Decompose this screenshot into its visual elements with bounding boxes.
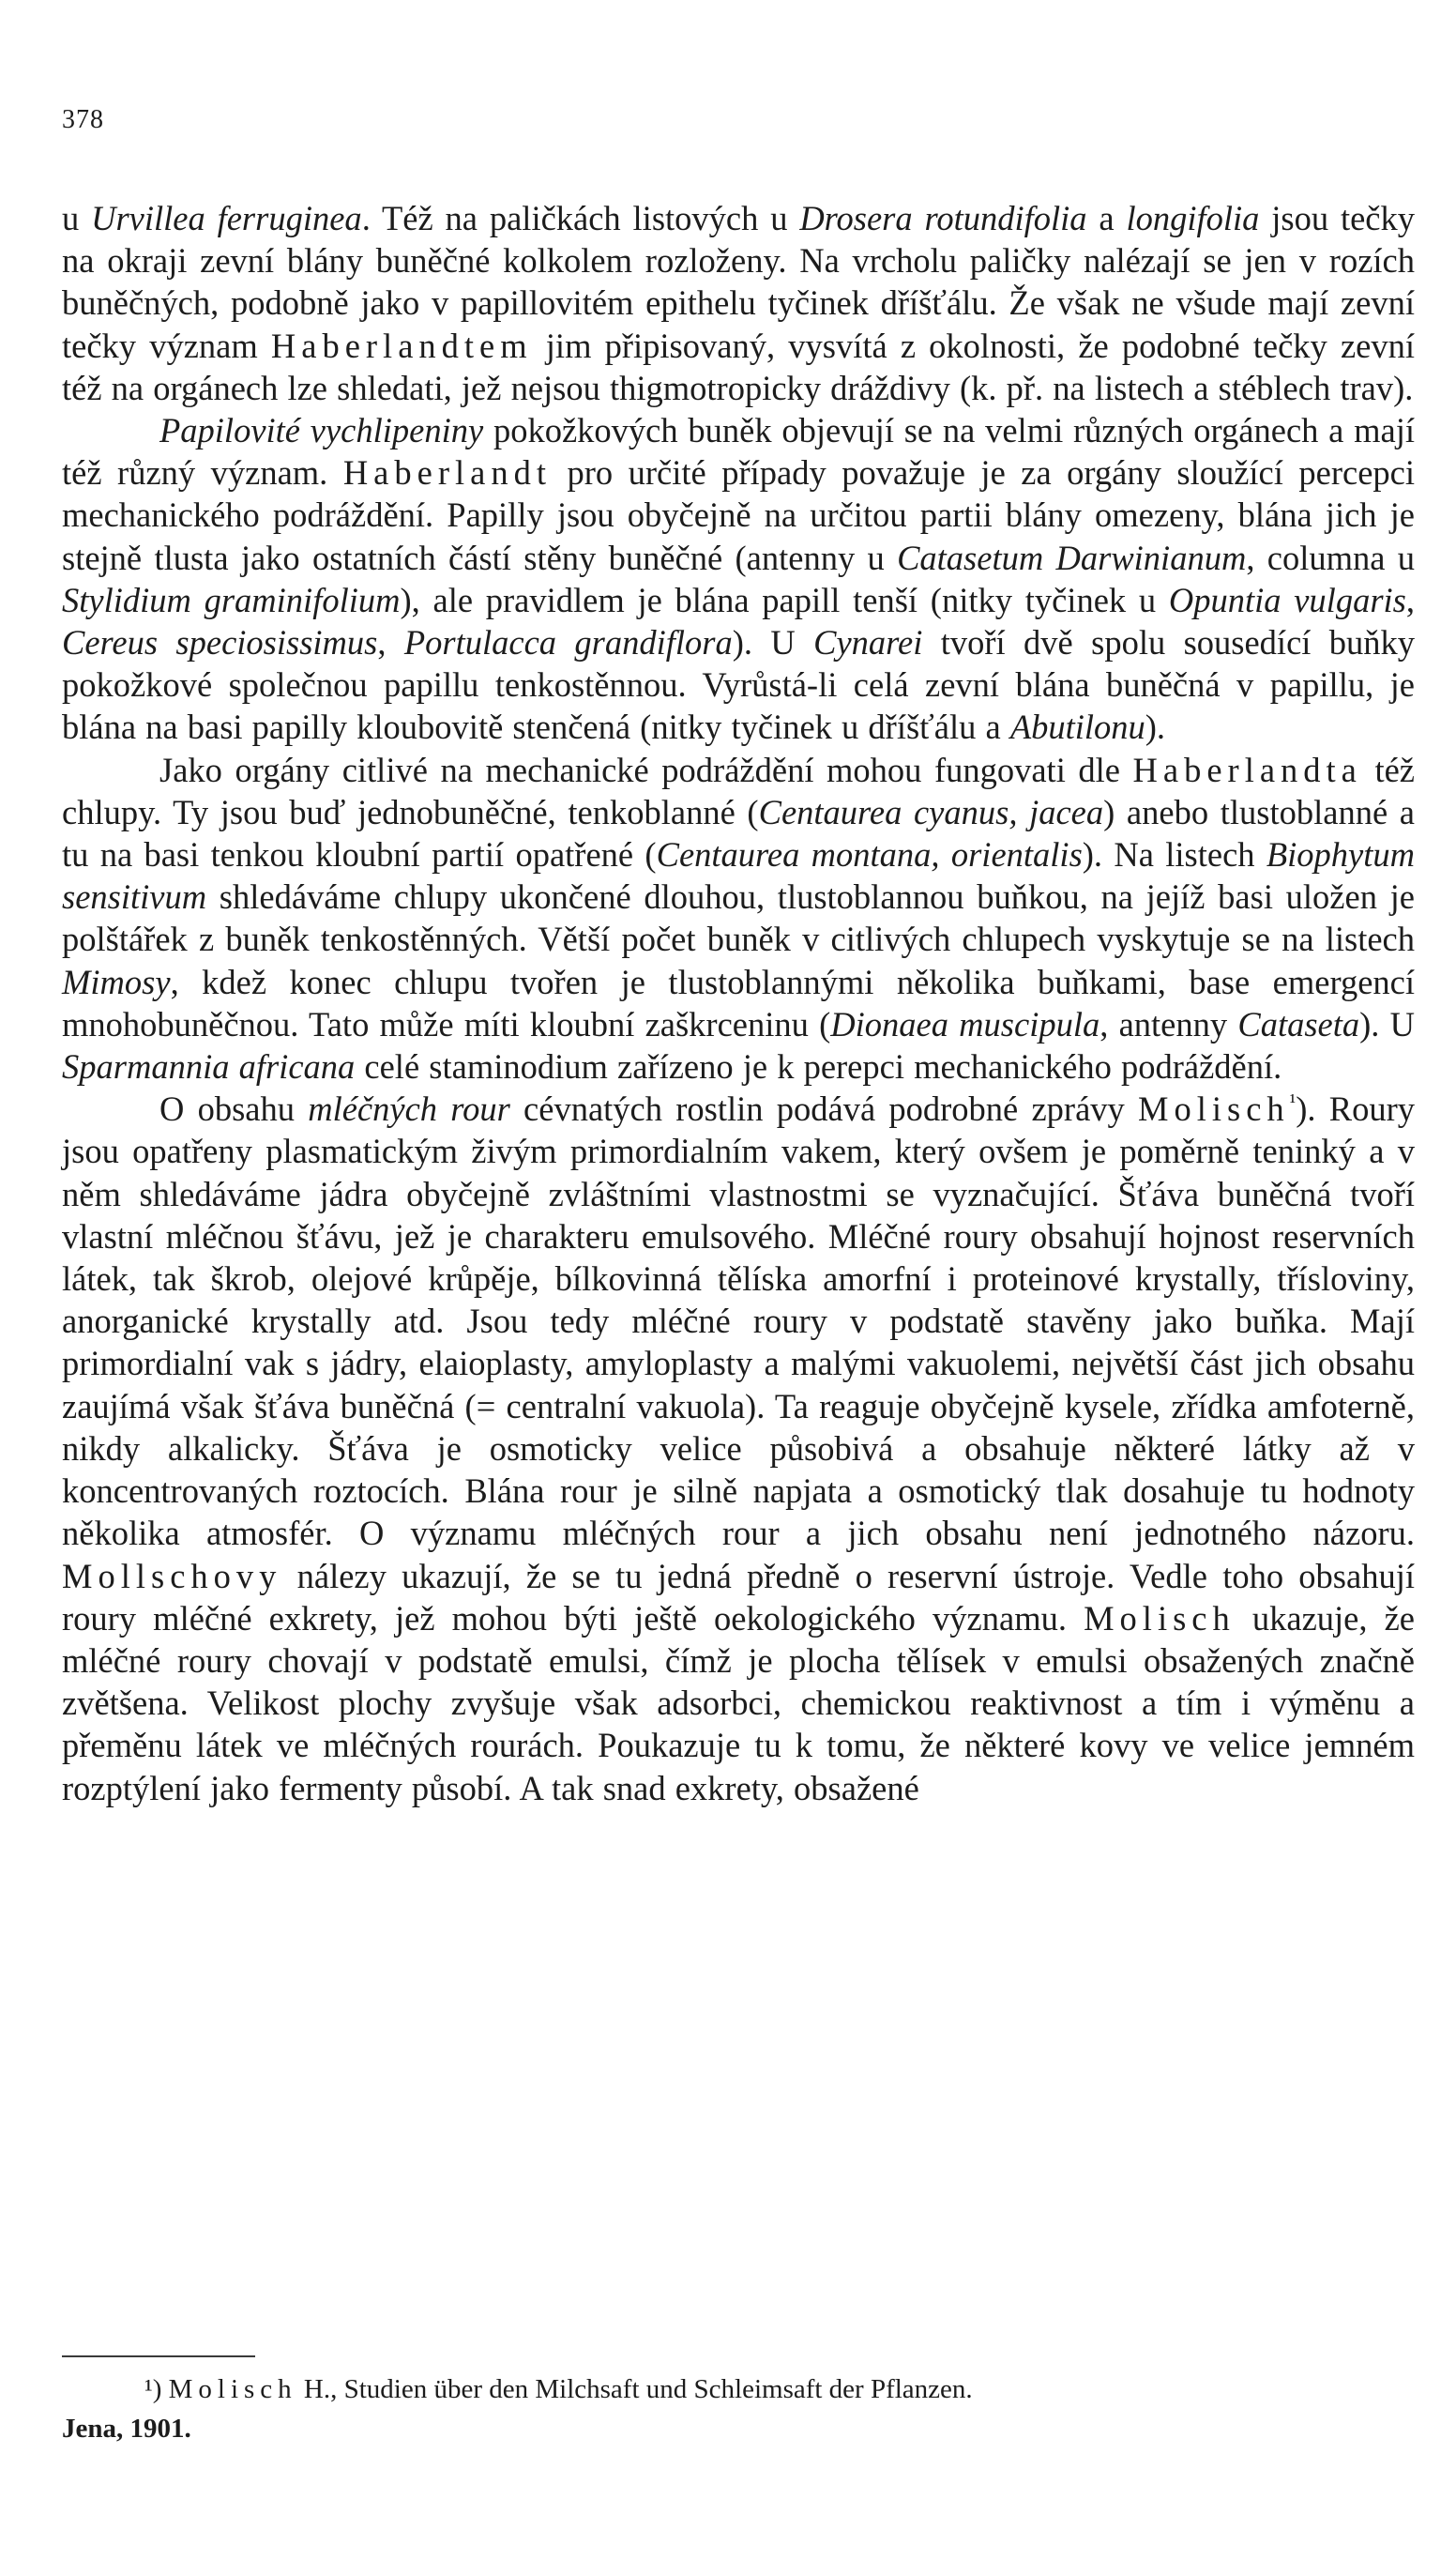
body-text: [62, 197, 1415, 1809]
author-name: Haberlandt: [342, 453, 552, 493]
text-run: , antenny: [1100, 1004, 1238, 1044]
italic-term: Sparmannia africana: [62, 1047, 356, 1087]
text-run: ) anebo tlustoblanné a tu na basi tenkou kloubní partií opatřené (: [62, 792, 1415, 875]
footnote-place-year: Jena, 1901.: [62, 2414, 191, 2444]
italic-term: Drosera rotundifolia: [799, 199, 1087, 237]
text-run: a: [1086, 199, 1127, 237]
footnote-marker: ¹): [144, 2374, 162, 2404]
paragraph: [62, 409, 1415, 749]
author-name: Molisch: [1138, 1090, 1290, 1129]
text-run: ). U: [732, 623, 814, 663]
footnote-ref: ¹: [1289, 1090, 1297, 1114]
text-run: ,: [1405, 580, 1415, 619]
text-run: , columna u: [1246, 538, 1415, 577]
italic-term: Biophytum sensitivum: [62, 835, 1415, 917]
text-run: nálezy ukazují, že se tu jedná předně o reservní ústroje. Vedle toho obsahují roury mléčné exkrety, jež mohou býti ještě oekologického významu.: [62, 1556, 1415, 1638]
text-run: ukazuje, že mléčné roury chovají v podstatě emulsi, čímž je plocha tělísek v emulsi obsažených značně zvětšena. Velikost plochy zvyšuje však adsorbci, chemickou reaktivnost a tím i výměnu a přeměnu látek ve mléčných rourách. Poukazuje tu k tomu, že některé kovy ve velice jemném rozptýlení jako fermenty působí. A tak snad exkrety, obsažené: [62, 1598, 1415, 1807]
text-run: cévnatých rostlin podává podrobné zprávy: [509, 1090, 1139, 1129]
italic-term: Portulacca grandiflora: [403, 623, 733, 663]
italic-term: Cynarei: [813, 623, 923, 663]
paragraph: [62, 1088, 1415, 1808]
text-run: ). Roury jsou opatřeny plasmatickým živým primordialním vakem, který ovšem je poměrně teninký a v něm shledáváme jádra obyčejně zvláštními vlastnostmi se vyznačující. Šťáva buněčná tvoří vlastní mléčnou šťávu, jež je charakteru emulsového. Mléčné roury obsahují hojnost reservních látek, tak škrob, olejové krůpěje, bílkovinná tělíska amorfní i proteinové krystally, třísloviny, anorganické krystally atd. Jsou tedy mléčné roury v podstatě stavěny jako buňka. Mají primordialní vak s jádry, elaioplasty, amyloplasty a malými vakuolemi, největší část jich obsahu zaujímá však šťáva buněčná (= centralní vakuola). Ta reaguje obyčejně kysele, zřídka amfoterně, nikdy alkalicky. Šťáva je osmoticky velice působivá a obsahuje některé látky až v koncentrovaných roztocích. Blána rour je silně napjata a osmotický tlak dosahuje tu hodnoty několika atmosfér. O významu mléčných rour a jich obsahu není jednotného názoru.: [62, 1090, 1416, 1553]
italic-term: Stylidium graminifolium: [62, 580, 401, 619]
footnote-text: H., Studien über den Milchsaft und Schleimsaft der Pflanzen.: [296, 2374, 973, 2404]
text-run: tvoří dvě spolu sousedící buňky pokožkové společnou papillu tenkostěnnou. Vyrůstá-li celá zevní blána buněčná v papillu, je blána na basi papilly kloubovitě stenčená (nitky tyčinek u dříšťálu a: [62, 623, 1416, 747]
italic-term: longifolia: [1126, 199, 1260, 237]
text-run: . Též na paličkách listových u: [361, 199, 800, 237]
text-run: celé staminodium zařízeno je k perepci mechanického podráždění.: [355, 1047, 1282, 1087]
footnote-divider: [62, 2355, 255, 2357]
text-run: jim připisovaný, vysvítá z okolnosti, že podobné tečky zevní též na orgánech lze shledati, jež nejsou thigmotropicky dráždivy (k. př. na listech a stéblech trav).: [62, 326, 1415, 407]
italic-term: mléčných rour: [308, 1090, 510, 1129]
text-run: shledáváme chlupy ukončené dlouhou, tlustoblannou buňkou, na jejíž basi uložen je polštářek z buněk tenkostěnných. Větší počet buněk v citlivých chlupech vyskytuje se na listech: [62, 877, 1415, 959]
text-run: pokožkových buněk objevují se na velmi různých orgánech a mají též různý význam.: [62, 411, 1415, 493]
italic-term: Centaurea montana, orientalis: [656, 835, 1083, 875]
page-number: 378: [62, 105, 104, 134]
text-run: pro určité případy považuje je za orgány sloužící percepci mechanického podráždění. Papilly jsou obyčejně na určitou partii blány omezeny, blána jich je stejně tlusta jako ostatních částí stěny buněčné (antenny u: [62, 453, 1415, 577]
footnote-line: [62, 2370, 1415, 2409]
italic-term: Centaurea cyanus, jacea: [758, 792, 1104, 831]
paragraph: [62, 197, 1415, 409]
text-run: ,: [377, 623, 404, 663]
text-run: ), ale pravidlem je blána papill tenší (nitky tyčinek u: [400, 580, 1169, 619]
italic-term: Cereus speciosissimus: [62, 623, 378, 663]
text-run: též chlupy. Ty jsou buď jednobuněčné, tenkoblanné (: [62, 750, 1415, 831]
text-run: Jako orgány citlivé na mechanické podráždění mohou fungovati dle: [159, 750, 1133, 789]
text-run: ). Na listech: [1082, 835, 1266, 875]
text-run: O obsahu: [159, 1090, 309, 1129]
footnote-author: Molisch: [168, 2374, 297, 2404]
text-run: ).: [1145, 708, 1166, 747]
italic-term: Opuntia vulgaris: [1168, 580, 1406, 619]
author-name: Molisch: [1084, 1598, 1236, 1638]
italic-term: Cataseta: [1237, 1004, 1360, 1044]
author-name: Haberlandtem: [270, 326, 533, 365]
text-run: jsou tečky na okraji zevní blány buněčné kolkolem rozloženy. Na vrcholu paličky nalézají se jen v rozích buněčných, podobně jako v papillovitém epithelu tyčinek dříšťálu. Že však ne všude mají zevní tečky význam: [62, 199, 1416, 365]
footnote: [62, 2370, 1415, 2448]
text-run: ). U: [1359, 1004, 1415, 1044]
text-run: u: [62, 199, 92, 237]
italic-term: Abutilonu: [1009, 708, 1145, 747]
paragraph: [62, 749, 1415, 1089]
author-name: Haberlandta: [1132, 750, 1362, 789]
italic-term: Dionaea muscipula: [830, 1004, 1100, 1044]
italic-term: Mimosy: [62, 962, 171, 1001]
italic-term: Catasetum Darwinianum: [897, 538, 1247, 577]
author-name: Mollschovy: [62, 1556, 282, 1595]
italic-term: Urvillea ferruginea: [91, 199, 362, 237]
italic-term: Papilovité vychlipeniny: [159, 411, 484, 450]
text-run: , kdež konec chlupu tvořen je tlustoblannými několika buňkami, base emergencí mnohobuněčnou. Tato může míti kloubní zaškrceninu (: [62, 962, 1415, 1044]
